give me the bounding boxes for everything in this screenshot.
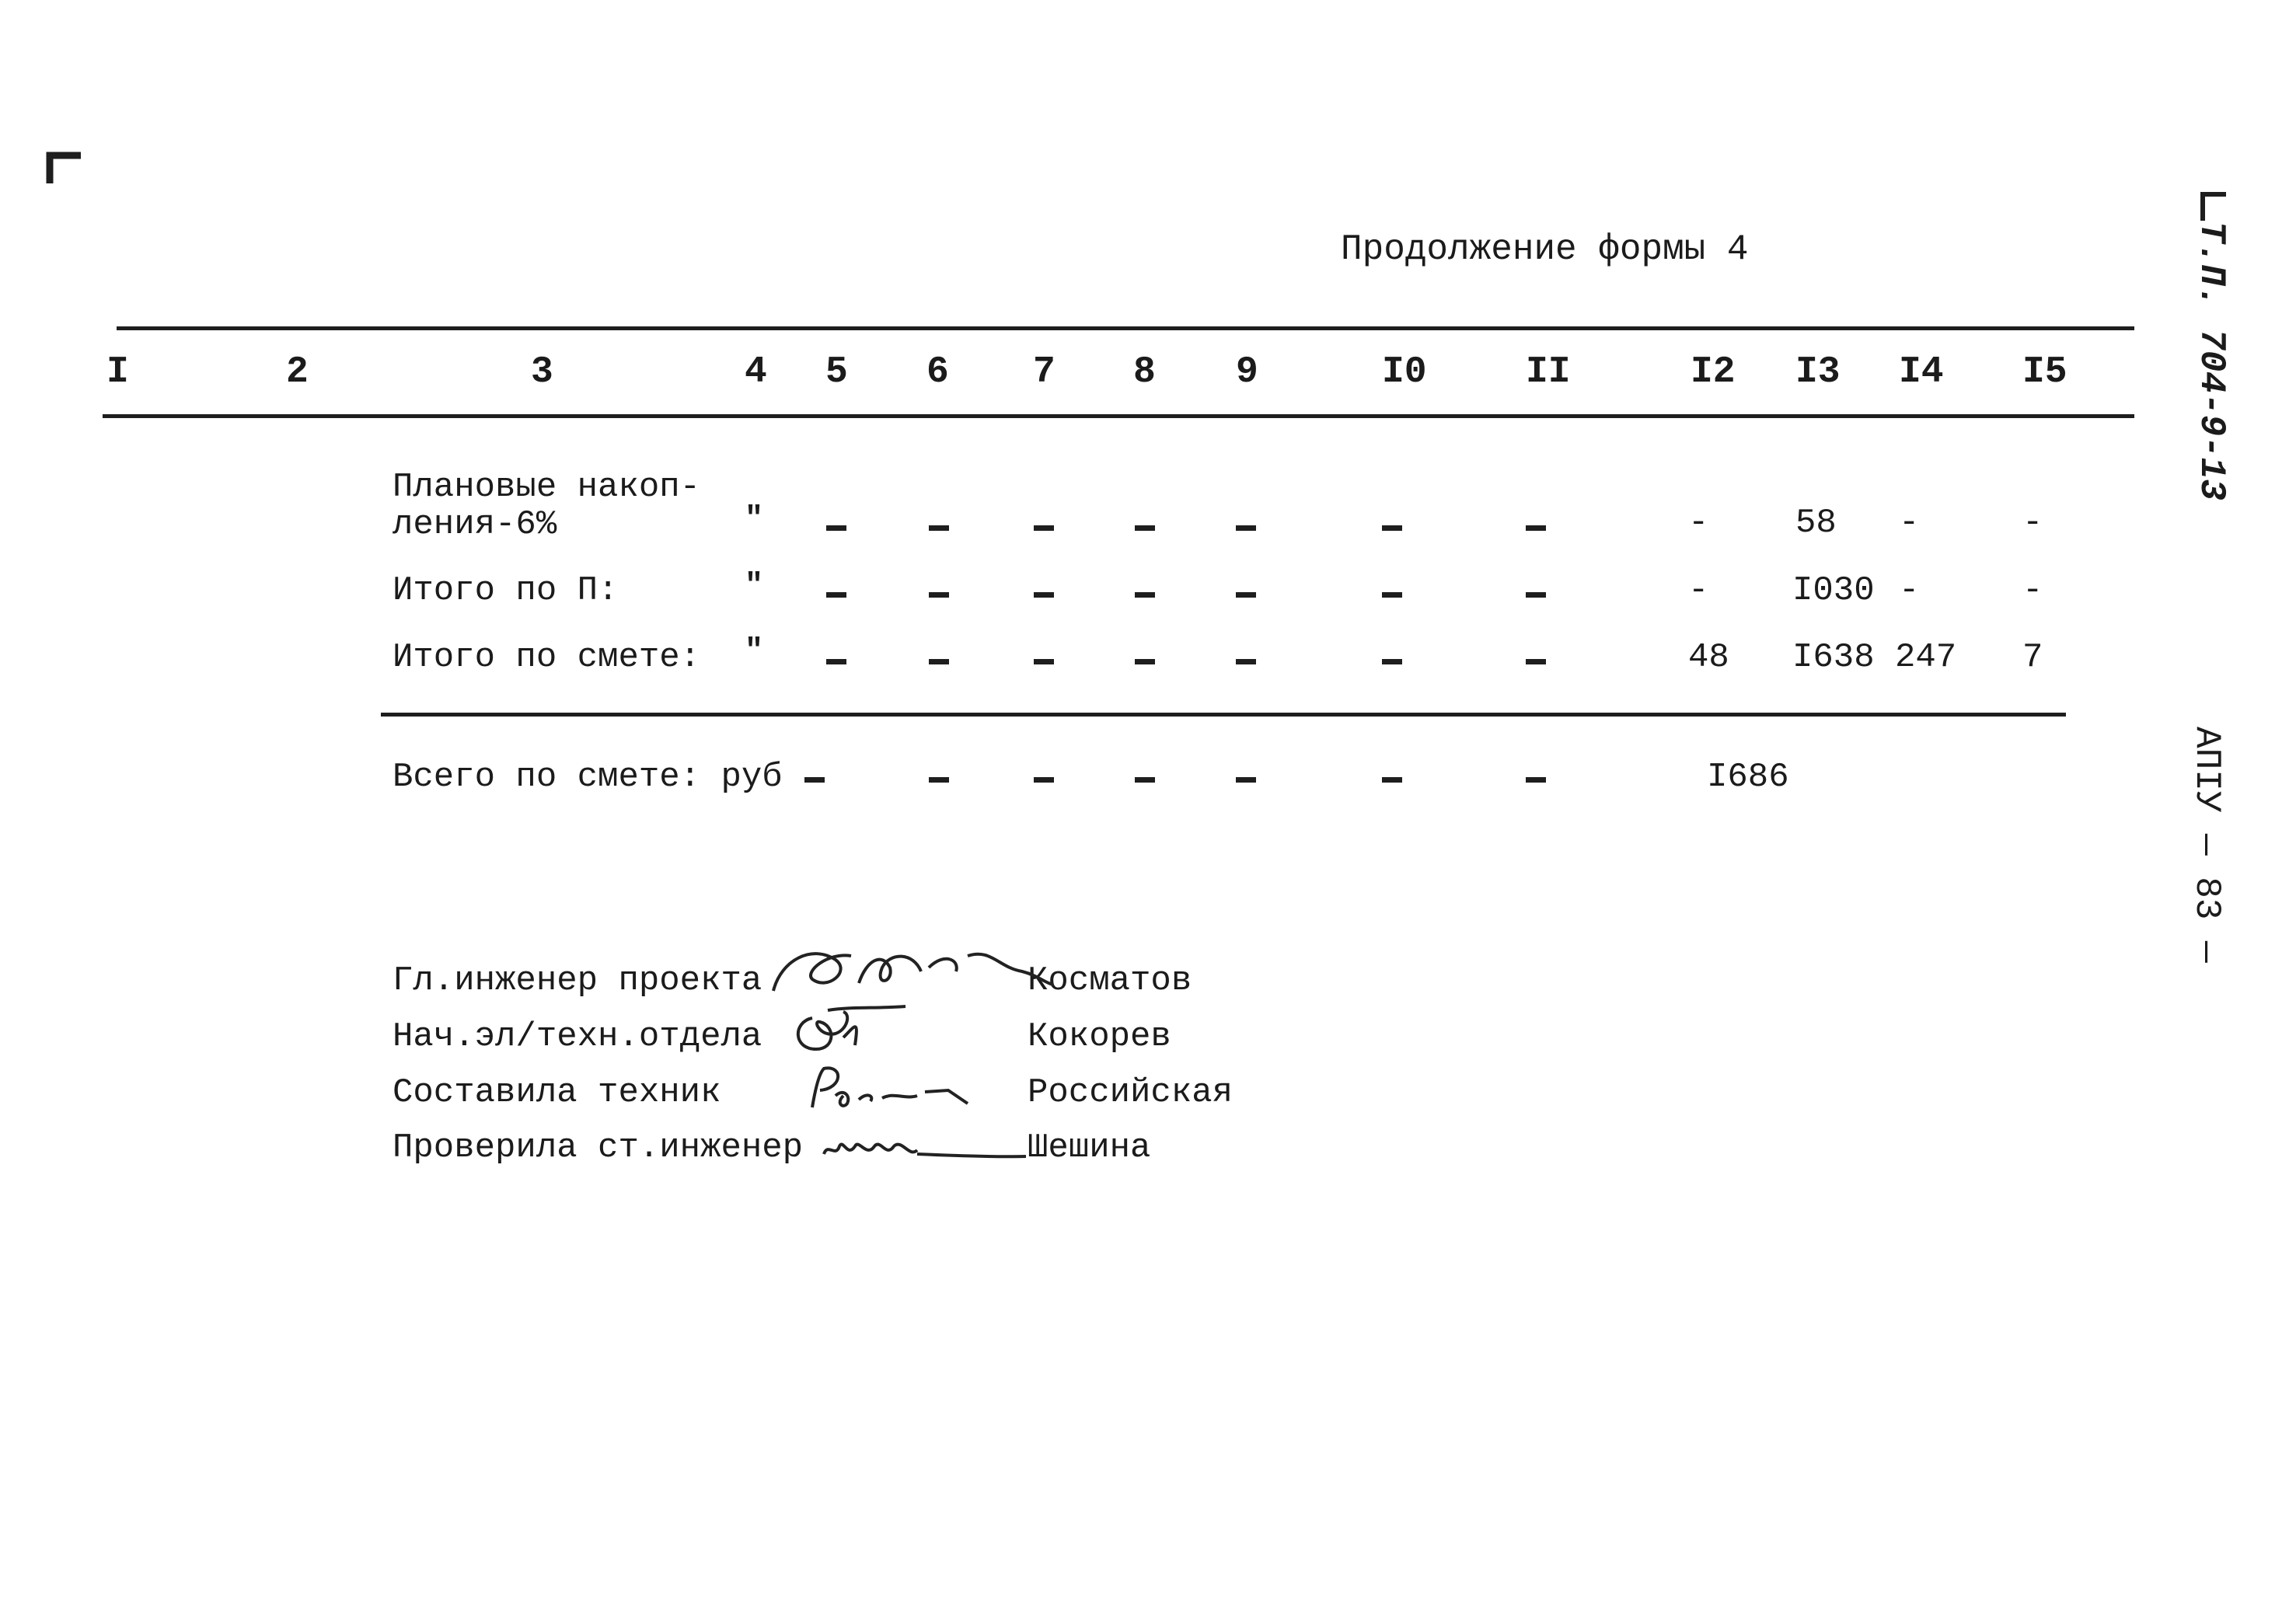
empty-cell-dash: [929, 592, 949, 598]
col-header-14: I4: [1899, 351, 1944, 393]
corner-mark-left: [45, 149, 84, 185]
empty-cell-dash: [826, 659, 846, 664]
empty-cell-dash: [1382, 525, 1402, 531]
cell-col14: -: [1899, 571, 1920, 610]
signature-role: Нач.эл/техн.отдела: [393, 1017, 762, 1056]
empty-cell-dash: [1382, 592, 1402, 598]
col-header-13: I3: [1795, 351, 1841, 393]
totals-rule: [381, 713, 2066, 717]
col-header-11: II: [1526, 351, 1571, 393]
empty-cell-dash: [1034, 525, 1054, 531]
empty-cell-dash: [1526, 592, 1546, 598]
grand-total-value: I686: [1707, 758, 1789, 797]
empty-cell-dash: [1135, 777, 1155, 783]
unit-ditto: ": [745, 634, 764, 669]
col-header-1: I: [106, 351, 129, 393]
cell-col15: -: [2022, 571, 2043, 610]
col-header-2: 2: [286, 351, 309, 393]
signature-role: Проверила ст.инженер: [393, 1128, 804, 1167]
cell-col13: I638: [1792, 638, 1875, 677]
cell-col15: -: [2022, 504, 2043, 542]
cell-col14: 247: [1895, 638, 1957, 677]
empty-cell-dash: [1034, 777, 1054, 783]
grand-total-label: Всего по смете: руб: [393, 758, 783, 797]
signature-name: Российская: [1028, 1073, 1233, 1112]
cell-col14: -: [1899, 504, 1920, 542]
cell-col13: 58: [1795, 504, 1837, 542]
form-continuation-title: Продолжение формы 4: [1341, 229, 1749, 270]
col-header-4: 4: [745, 351, 767, 393]
empty-cell-dash: [1236, 592, 1256, 598]
unit-ditto: ": [745, 569, 764, 604]
empty-cell-dash: [1526, 777, 1546, 783]
empty-cell-dash: [1236, 525, 1256, 531]
empty-cell-dash: [1135, 592, 1155, 598]
signature-name: Косматов: [1028, 961, 1192, 1000]
cell-col15: 7: [2022, 638, 2043, 677]
margin-sheet-number: АПIУ — 83 —: [2186, 727, 2227, 963]
signature-role: Гл.инженер проекта: [393, 961, 762, 1000]
handwritten-signature-2: [781, 995, 913, 1057]
handwritten-signature-4: [820, 1123, 1030, 1170]
signature-name: Шешина: [1028, 1128, 1151, 1167]
handwritten-signature-3: [789, 1061, 975, 1119]
col-header-5: 5: [825, 351, 848, 393]
corner-mark-right: [2198, 190, 2229, 225]
col-header-9: 9: [1236, 351, 1258, 393]
margin-document-code: Т.П. 704-9-13: [2191, 221, 2231, 500]
col-header-15: I5: [2022, 351, 2067, 393]
signature-name: Кокорев: [1028, 1017, 1171, 1056]
col-header-3: 3: [531, 351, 553, 393]
cell-col12: -: [1688, 504, 1709, 542]
row-label: Плановые накоп-: [393, 468, 701, 507]
signature-role: Составила техник: [393, 1073, 721, 1112]
cell-col12: 48: [1688, 638, 1729, 677]
col-header-10: I0: [1382, 351, 1427, 393]
empty-cell-dash: [1526, 525, 1546, 531]
empty-cell-dash: [1526, 659, 1546, 664]
empty-cell-dash: [1382, 777, 1402, 783]
col-header-12: I2: [1691, 351, 1736, 393]
header-bottom-rule: [103, 414, 2134, 418]
empty-cell-dash: [1034, 659, 1054, 664]
empty-cell-dash: [1382, 659, 1402, 664]
col-header-7: 7: [1033, 351, 1056, 393]
empty-cell-dash: [1034, 592, 1054, 598]
cell-col13: I030: [1792, 571, 1875, 610]
empty-cell-dash: [1236, 659, 1256, 664]
header-top-rule: [117, 326, 2134, 330]
empty-cell-dash: [1135, 659, 1155, 664]
empty-cell-dash: [1135, 525, 1155, 531]
cell-col12: -: [1688, 571, 1709, 610]
empty-cell-dash: [929, 777, 949, 783]
empty-cell-dash: [1236, 777, 1256, 783]
empty-cell-dash: [929, 659, 949, 664]
row-label-continued: ления-6%: [393, 505, 557, 544]
col-header-8: 8: [1133, 351, 1156, 393]
row-label: Итого по смете:: [393, 638, 701, 677]
empty-cell-dash: [929, 525, 949, 531]
empty-cell-dash: [804, 777, 825, 783]
row-label: Итого по П:: [393, 571, 619, 610]
unit-ditto: ": [745, 502, 764, 537]
empty-cell-dash: [826, 525, 846, 531]
empty-cell-dash: [826, 592, 846, 598]
col-header-6: 6: [926, 351, 949, 393]
